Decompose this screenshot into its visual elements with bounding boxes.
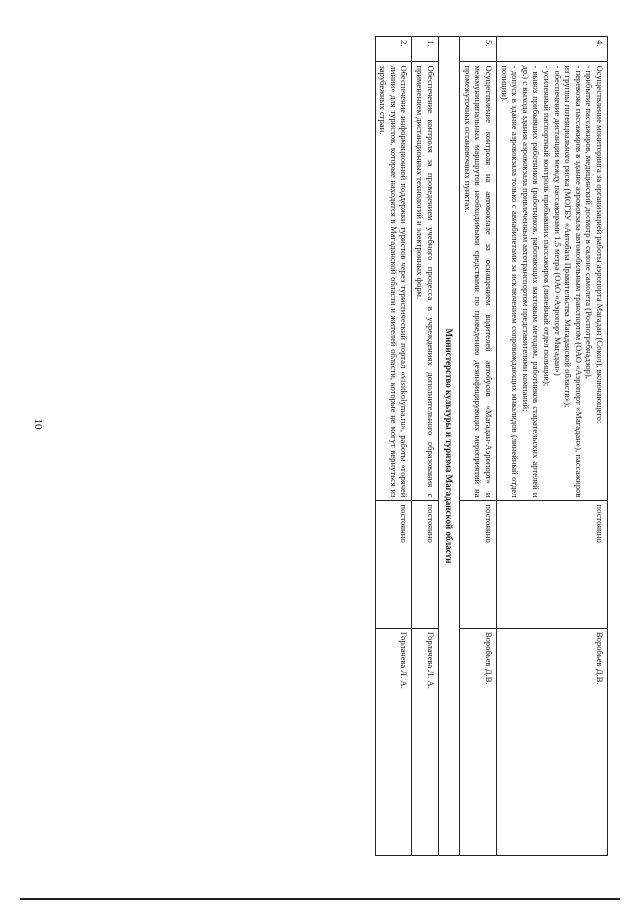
section-title: Министерство культуры и туризма Магаданской области [438, 37, 460, 856]
row-number: 5. [460, 37, 497, 62]
measures-table [375, 36, 608, 856]
table-row [497, 37, 608, 856]
description-line: - усиленный паспортный контроль прибывших пассажиров (линейный отдел полиции); [542, 65, 553, 387]
row-number: 4. [497, 37, 608, 62]
bottom-rule [20, 898, 620, 900]
period-cell: постоянно [375, 501, 412, 628]
table-row [460, 37, 497, 856]
measure-description [375, 62, 412, 501]
description-line: - допуск в здание аэровокзала только с авиабилетами за исключением сопровождающих инвалидов (линейный отдел полиции). [499, 65, 521, 498]
measure-description [412, 62, 438, 501]
page-number: 10 [32, 418, 44, 430]
rotated-page-content [28, 36, 608, 856]
description-line: Осуществление мониторинга за организацией работы аэропорта Магадан (Сокол), включающего: [595, 65, 605, 424]
description-line: Обеспечение контроля за проведением учебного процесса в учреждениях дополнительного образования с применением дистанционных технологий и электронных форм. [415, 65, 436, 498]
period-cell: постоянно [412, 501, 438, 628]
responsible-cell: Горлачева Л. А. [375, 628, 412, 855]
period-cell: постоянно [497, 501, 608, 628]
measure-description [460, 62, 497, 501]
table-row [375, 37, 412, 856]
row-number: 2. [375, 37, 412, 62]
description-line: - вывоз прибывших работников (работников, работающих вахтовым методом, работников старательских артелей и др.) с выхода здания аэровокзала привлеченным автотранспортом представителями компаний; [520, 65, 542, 498]
description-line: Обеспечение информационной поддержки туристов через туристический портал «visitkolyma.ru», работы «горячей линии» для туристов, которые находятся в Магаданской области и жителей области, которые не могут вернуться из зарубежных стран. [378, 65, 410, 498]
responsible-cell: Воробьев Д.В. [497, 628, 608, 855]
section-row [438, 37, 460, 856]
description-line: Осуществление контроля на автовокзале за оснащением водителей автобусов «Магадан-Аэропорт» и межмуниципальных маршрутов необходимыми средствами по проведению дезинфицирующих мероприятий на промежуточных остановочных пунктах. [462, 65, 495, 498]
row-number: 1. [412, 37, 438, 62]
description-line: - перевозка пассажиров в здание аэровокзала автомобильным транспортом (ОАО «Аэропорт «Магадан»), пассажиров из группы потенциального риска (МОГБУ «Автобаза Правительства Магаданской области»); [563, 65, 584, 498]
responsible-cell: Воробьев Д.В. [460, 628, 497, 855]
table-row [412, 37, 438, 856]
period-cell: постоянно [460, 501, 497, 628]
description-line: - прибытие пассажиров, медицинский досмотр в салоне самолета (Роспотребнадзор), [584, 65, 595, 379]
description-line: - обеспечение дистанции между пассажирами 1,5 метра (ОАО «Аэропорт Магадан») [552, 65, 563, 376]
responsible-cell: Горлачева Л. А. [412, 628, 438, 855]
measure-description [497, 62, 608, 501]
